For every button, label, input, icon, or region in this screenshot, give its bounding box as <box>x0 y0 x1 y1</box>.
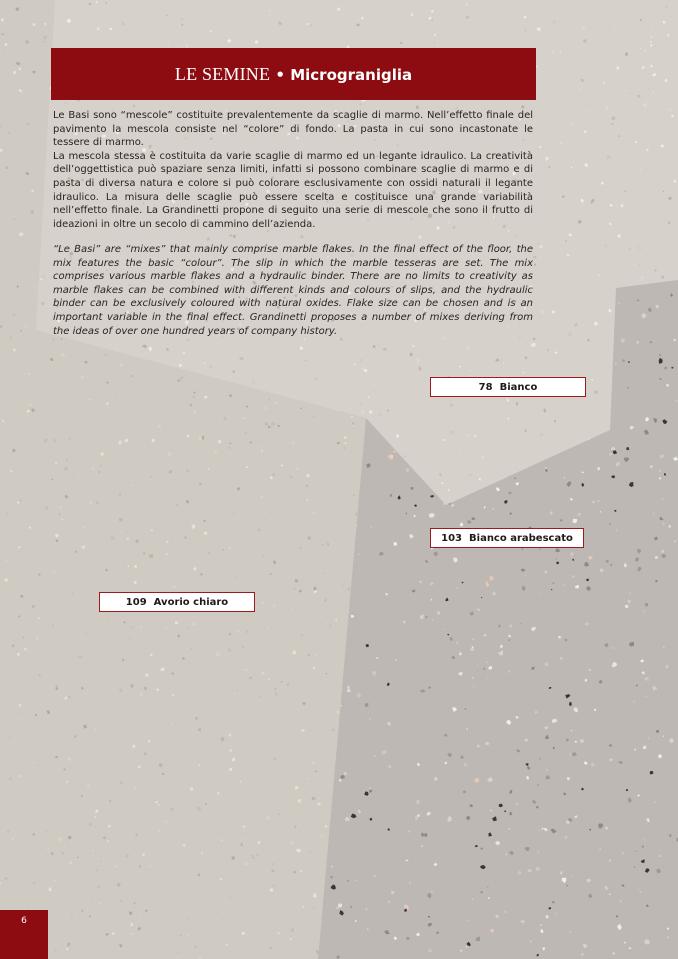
page-number: 6 <box>21 916 27 926</box>
sample-name: Bianco <box>499 382 538 393</box>
sample-label-78 <box>430 377 586 397</box>
sample-label-109 <box>99 592 255 612</box>
english-description <box>53 243 533 338</box>
italian-paragraph-1: Le Basi sono “mescole” costituite prevalentemente da scaglie di marmo. Nell’effetto finale del pavimento la mescola consiste nel “colore” di fondo. La pasta in cui sono incastonate le tessere di marmo. <box>53 110 533 149</box>
sample-name: Avorio chiaro <box>153 597 229 608</box>
product-title: Micrograniglia <box>290 66 413 84</box>
italian-paragraph-2: La mescola stessa è costituita da varie scaglie di marmo ed un legante idraulico. La creatività dell’oggettistica può spaziare senza limiti, infatti si possono combinare scaglie di marmo e di pasta di diversa natura e colore si può colorare esclusivamente con ossidi naturali il legante idraulico. La misura delle scaglie può essere scelta e costituisce una grande variabilità nell’effetto finale. La Grandinetti propone di seguito una serie di mescole che sono il frutto di ideazioni in oltre un secolo di cammino dell’azienda. <box>53 150 533 230</box>
sample-label-103 <box>430 528 584 548</box>
title-banner <box>51 48 536 100</box>
marble-chip <box>292 650 296 654</box>
sample-code: 109 <box>125 597 147 608</box>
marble-chip <box>500 362 502 364</box>
english-paragraph: “Le Basi” are “mixes” that mainly comprise marble flakes. In the final effect of the floor, the mix features the basic “colour”. The slip in which the marble tesseras are set. The mix comprises various marble flakes and a hydraulic binder. There are no limits to creativity as marble flakes can be combined with different kinds and colours of slips, and the hydraulic binder can be exclusively coloured with natural oxides. Flake size can be chosen and is an important variable in the final effect. Grandinetti proposes a number of mixes deriving from the ideas of over one hundred years of company history. <box>53 244 533 337</box>
sample-code: 103 <box>441 533 463 544</box>
marble-chip <box>242 530 243 531</box>
title-separator: • <box>270 66 291 84</box>
collection-title: LE SEMINE <box>174 64 271 84</box>
italian-description <box>53 109 533 231</box>
marble-chip <box>437 429 439 431</box>
sample-code: 78 <box>478 382 493 393</box>
sample-name: Bianco arabescato <box>469 533 573 544</box>
